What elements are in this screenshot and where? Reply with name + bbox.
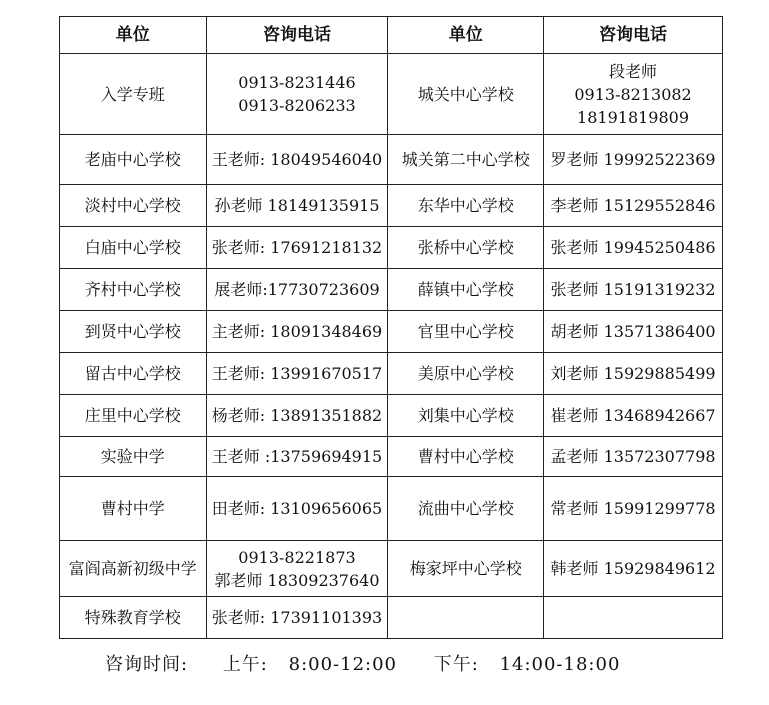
unit-cell: 薛镇中心学校 (388, 269, 544, 311)
table-row (60, 185, 723, 227)
table-row (60, 395, 723, 437)
table-row (60, 135, 723, 185)
table-row (60, 597, 723, 639)
table-header-row (60, 17, 723, 54)
unit-cell: 特殊教育学校 (60, 597, 207, 639)
table-row (60, 54, 723, 135)
morning-time: 8:00-12:00 (288, 654, 398, 675)
phone-cell: 王老师: 18049546040 (206, 135, 388, 185)
morning-label: 上午: (222, 654, 268, 675)
phone-cell: 胡老师 13571386400 (544, 311, 723, 353)
afternoon-time: 14:00-18:00 (499, 654, 621, 675)
unit-cell: 美原中心学校 (388, 353, 544, 395)
table-row (60, 311, 723, 353)
phone-cell: 张老师: 17391101393 (206, 597, 388, 639)
header-phone-right: 咨询电话 (544, 17, 723, 54)
unit-cell: 流曲中心学校 (388, 477, 544, 541)
unit-cell (388, 597, 544, 639)
phone-cell: 展老师:17730723609 (206, 269, 388, 311)
phone-cell: 崔老师 13468942667 (544, 395, 723, 437)
phone-cell: 罗老师 19992522369 (544, 135, 723, 185)
phone-cell: 王老师: 13991670517 (206, 353, 388, 395)
afternoon-label: 下午: (433, 654, 479, 675)
unit-cell: 留古中心学校 (60, 353, 207, 395)
table-row (60, 541, 723, 597)
unit-cell: 入学专班 (60, 54, 207, 135)
unit-cell: 梅家坪中心学校 (388, 541, 544, 597)
phone-cell: 段老师 0913-8213082 18191819809 (544, 54, 723, 135)
unit-cell: 到贤中心学校 (60, 311, 207, 353)
phone-cell: 常老师 15991299778 (544, 477, 723, 541)
phone-cell: 李老师 15129552846 (544, 185, 723, 227)
phone-cell: 0913-8221873 郭老师 18309237640 (206, 541, 388, 597)
consult-hours-label: 咨询时间: (105, 654, 189, 675)
phone-cell: 0913-8231446 0913-8206233 (206, 54, 388, 135)
unit-cell: 齐村中心学校 (60, 269, 207, 311)
phone-cell: 张老师: 17691218132 (206, 227, 388, 269)
unit-cell: 曹村中学 (60, 477, 207, 541)
header-phone-left: 咨询电话 (206, 17, 388, 54)
unit-cell: 曹村中心学校 (388, 437, 544, 477)
unit-cell: 官里中心学校 (388, 311, 544, 353)
table-row (60, 477, 723, 541)
table-row (60, 227, 723, 269)
unit-cell: 庄里中心学校 (60, 395, 207, 437)
phone-cell: 韩老师 15929849612 (544, 541, 723, 597)
phone-cell: 杨老师: 13891351882 (206, 395, 388, 437)
unit-cell: 城关第二中心学校 (388, 135, 544, 185)
contact-table (59, 16, 723, 639)
consult-hours (105, 650, 620, 676)
unit-cell: 城关中心学校 (388, 54, 544, 135)
table-row (60, 437, 723, 477)
table-row (60, 269, 723, 311)
phone-cell (544, 597, 723, 639)
unit-cell: 老庙中心学校 (60, 135, 207, 185)
unit-cell: 实验中学 (60, 437, 207, 477)
phone-cell: 王老师 :13759694915 (206, 437, 388, 477)
phone-cell: 孟老师 13572307798 (544, 437, 723, 477)
unit-cell: 东华中心学校 (388, 185, 544, 227)
table-row (60, 353, 723, 395)
phone-cell: 田老师: 13109656065 (206, 477, 388, 541)
unit-cell: 淡村中心学校 (60, 185, 207, 227)
phone-cell: 孙老师 18149135915 (206, 185, 388, 227)
unit-cell: 富阎高新初级中学 (60, 541, 207, 597)
phone-cell: 张老师 15191319232 (544, 269, 723, 311)
unit-cell: 张桥中心学校 (388, 227, 544, 269)
header-unit-right: 单位 (388, 17, 544, 54)
phone-cell: 张老师 19945250486 (544, 227, 723, 269)
unit-cell: 白庙中心学校 (60, 227, 207, 269)
unit-cell: 刘集中心学校 (388, 395, 544, 437)
phone-cell: 刘老师 15929885499 (544, 353, 723, 395)
header-unit-left: 单位 (60, 17, 207, 54)
phone-cell: 主老师: 18091348469 (206, 311, 388, 353)
